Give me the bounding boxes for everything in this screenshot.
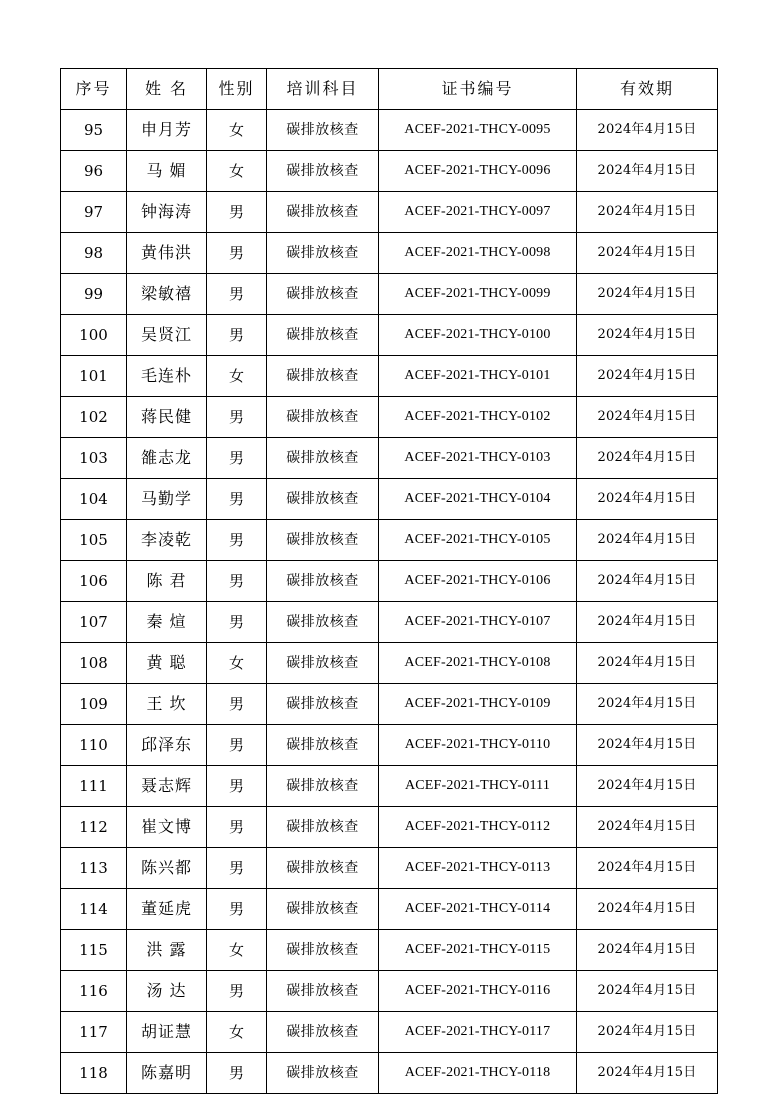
- table-row: [61, 397, 718, 438]
- cell-valid-until: 2024年4月15日: [577, 889, 718, 930]
- cell-certificate-number: ACEF-2021-THCY-0097: [379, 192, 577, 233]
- cell-subject: 碳排放核查: [267, 1012, 379, 1053]
- cell-gender: 男: [207, 807, 267, 848]
- cell-certificate-number: ACEF-2021-THCY-0102: [379, 397, 577, 438]
- cell-gender: 男: [207, 766, 267, 807]
- cell-valid-until: 2024年4月15日: [577, 438, 718, 479]
- table-row: [61, 807, 718, 848]
- cell-gender: 男: [207, 479, 267, 520]
- table-row: [61, 151, 718, 192]
- cell-valid-until: 2024年4月15日: [577, 110, 718, 151]
- cell-certificate-number: ACEF-2021-THCY-0114: [379, 889, 577, 930]
- cell-subject: 碳排放核查: [267, 766, 379, 807]
- cell-index: 112: [61, 807, 127, 848]
- cell-gender: 男: [207, 725, 267, 766]
- cell-index: 116: [61, 971, 127, 1012]
- cell-gender: 女: [207, 643, 267, 684]
- table-row: [61, 520, 718, 561]
- cell-subject: 碳排放核查: [267, 930, 379, 971]
- cell-index: 109: [61, 684, 127, 725]
- cell-subject: 碳排放核查: [267, 848, 379, 889]
- cell-valid-until: 2024年4月15日: [577, 520, 718, 561]
- cell-name: 陈兴都: [127, 848, 207, 889]
- cell-valid-until: 2024年4月15日: [577, 971, 718, 1012]
- cell-subject: 碳排放核查: [267, 889, 379, 930]
- table-header: [61, 69, 718, 110]
- table-row: [61, 684, 718, 725]
- cell-certificate-number: ACEF-2021-THCY-0109: [379, 684, 577, 725]
- cell-name: 黄伟洪: [127, 233, 207, 274]
- certificate-table: [60, 68, 718, 1094]
- cell-index: 114: [61, 889, 127, 930]
- cell-gender: 男: [207, 397, 267, 438]
- cell-subject: 碳排放核查: [267, 110, 379, 151]
- cell-index: 100: [61, 315, 127, 356]
- cell-name: 秦 煊: [127, 602, 207, 643]
- cell-valid-until: 2024年4月15日: [577, 479, 718, 520]
- cell-index: 104: [61, 479, 127, 520]
- cell-certificate-number: ACEF-2021-THCY-0118: [379, 1053, 577, 1094]
- cell-certificate-number: ACEF-2021-THCY-0103: [379, 438, 577, 479]
- cell-subject: 碳排放核查: [267, 520, 379, 561]
- table-header-row: [61, 69, 718, 110]
- cell-valid-until: 2024年4月15日: [577, 930, 718, 971]
- cell-certificate-number: ACEF-2021-THCY-0106: [379, 561, 577, 602]
- table-row: [61, 356, 718, 397]
- cell-name: 李凌乾: [127, 520, 207, 561]
- cell-name: 董延虎: [127, 889, 207, 930]
- cell-index: 108: [61, 643, 127, 684]
- table-row: [61, 848, 718, 889]
- cell-valid-until: 2024年4月15日: [577, 766, 718, 807]
- cell-valid-until: 2024年4月15日: [577, 684, 718, 725]
- cell-name: 陈 君: [127, 561, 207, 602]
- table-row: [61, 561, 718, 602]
- cell-subject: 碳排放核查: [267, 397, 379, 438]
- cell-valid-until: 2024年4月15日: [577, 643, 718, 684]
- cell-certificate-number: ACEF-2021-THCY-0096: [379, 151, 577, 192]
- cell-gender: 男: [207, 1053, 267, 1094]
- cell-certificate-number: ACEF-2021-THCY-0115: [379, 930, 577, 971]
- cell-gender: 男: [207, 192, 267, 233]
- cell-valid-until: 2024年4月15日: [577, 848, 718, 889]
- cell-certificate-number: ACEF-2021-THCY-0117: [379, 1012, 577, 1053]
- cell-name: 马勤学: [127, 479, 207, 520]
- table-row: [61, 438, 718, 479]
- cell-index: 96: [61, 151, 127, 192]
- cell-name: 聂志辉: [127, 766, 207, 807]
- cell-certificate-number: ACEF-2021-THCY-0100: [379, 315, 577, 356]
- table-row: [61, 233, 718, 274]
- cell-subject: 碳排放核查: [267, 1053, 379, 1094]
- cell-name: 毛连朴: [127, 356, 207, 397]
- cell-index: 111: [61, 766, 127, 807]
- cell-valid-until: 2024年4月15日: [577, 233, 718, 274]
- cell-name: 蒋民健: [127, 397, 207, 438]
- cell-index: 115: [61, 930, 127, 971]
- table-row: [61, 889, 718, 930]
- cell-certificate-number: ACEF-2021-THCY-0095: [379, 110, 577, 151]
- cell-index: 103: [61, 438, 127, 479]
- table-body: [61, 110, 718, 1094]
- cell-valid-until: 2024年4月15日: [577, 356, 718, 397]
- cell-index: 102: [61, 397, 127, 438]
- cell-name: 崔文博: [127, 807, 207, 848]
- cell-subject: 碳排放核查: [267, 725, 379, 766]
- cell-subject: 碳排放核查: [267, 274, 379, 315]
- cell-valid-until: 2024年4月15日: [577, 1053, 718, 1094]
- cell-name: 申月芳: [127, 110, 207, 151]
- cell-index: 95: [61, 110, 127, 151]
- cell-name: 黄 聪: [127, 643, 207, 684]
- cell-name: 王 坎: [127, 684, 207, 725]
- cell-subject: 碳排放核查: [267, 315, 379, 356]
- cell-subject: 碳排放核查: [267, 684, 379, 725]
- column-header-gender: 性别: [207, 69, 267, 110]
- cell-gender: 女: [207, 1012, 267, 1053]
- cell-gender: 男: [207, 889, 267, 930]
- cell-subject: 碳排放核查: [267, 151, 379, 192]
- cell-index: 98: [61, 233, 127, 274]
- table-row: [61, 192, 718, 233]
- cell-index: 113: [61, 848, 127, 889]
- cell-subject: 碳排放核查: [267, 561, 379, 602]
- cell-name: 胡证慧: [127, 1012, 207, 1053]
- cell-gender: 女: [207, 356, 267, 397]
- cell-gender: 男: [207, 520, 267, 561]
- cell-subject: 碳排放核查: [267, 971, 379, 1012]
- cell-index: 118: [61, 1053, 127, 1094]
- column-header-valid: 有效期: [577, 69, 718, 110]
- cell-gender: 男: [207, 233, 267, 274]
- cell-certificate-number: ACEF-2021-THCY-0107: [379, 602, 577, 643]
- cell-subject: 碳排放核查: [267, 602, 379, 643]
- cell-valid-until: 2024年4月15日: [577, 315, 718, 356]
- table-row: [61, 766, 718, 807]
- cell-certificate-number: ACEF-2021-THCY-0113: [379, 848, 577, 889]
- cell-name: 钟海涛: [127, 192, 207, 233]
- column-header-name: 姓 名: [127, 69, 207, 110]
- cell-gender: 女: [207, 930, 267, 971]
- column-header-index: 序号: [61, 69, 127, 110]
- cell-index: 106: [61, 561, 127, 602]
- table-row: [61, 930, 718, 971]
- cell-valid-until: 2024年4月15日: [577, 397, 718, 438]
- table-row: [61, 110, 718, 151]
- cell-name: 马 媚: [127, 151, 207, 192]
- cell-gender: 男: [207, 971, 267, 1012]
- column-header-certno: 证书编号: [379, 69, 577, 110]
- cell-subject: 碳排放核查: [267, 356, 379, 397]
- cell-subject: 碳排放核查: [267, 479, 379, 520]
- table-row: [61, 479, 718, 520]
- cell-name: 雒志龙: [127, 438, 207, 479]
- cell-gender: 女: [207, 151, 267, 192]
- cell-gender: 女: [207, 110, 267, 151]
- cell-index: 99: [61, 274, 127, 315]
- table-row: [61, 971, 718, 1012]
- cell-certificate-number: ACEF-2021-THCY-0104: [379, 479, 577, 520]
- cell-name: 洪 露: [127, 930, 207, 971]
- cell-valid-until: 2024年4月15日: [577, 1012, 718, 1053]
- cell-name: 汤 达: [127, 971, 207, 1012]
- cell-index: 107: [61, 602, 127, 643]
- cell-index: 117: [61, 1012, 127, 1053]
- cell-subject: 碳排放核查: [267, 438, 379, 479]
- cell-subject: 碳排放核查: [267, 233, 379, 274]
- table-row: [61, 602, 718, 643]
- cell-valid-until: 2024年4月15日: [577, 192, 718, 233]
- cell-valid-until: 2024年4月15日: [577, 602, 718, 643]
- cell-subject: 碳排放核查: [267, 807, 379, 848]
- cell-subject: 碳排放核查: [267, 192, 379, 233]
- cell-name: 陈嘉明: [127, 1053, 207, 1094]
- cell-certificate-number: ACEF-2021-THCY-0105: [379, 520, 577, 561]
- cell-valid-until: 2024年4月15日: [577, 561, 718, 602]
- cell-index: 105: [61, 520, 127, 561]
- cell-gender: 男: [207, 438, 267, 479]
- cell-certificate-number: ACEF-2021-THCY-0110: [379, 725, 577, 766]
- cell-index: 110: [61, 725, 127, 766]
- cell-gender: 男: [207, 315, 267, 356]
- table-row: [61, 1012, 718, 1053]
- table-row: [61, 315, 718, 356]
- cell-subject: 碳排放核查: [267, 643, 379, 684]
- cell-gender: 男: [207, 602, 267, 643]
- cell-valid-until: 2024年4月15日: [577, 807, 718, 848]
- cell-certificate-number: ACEF-2021-THCY-0116: [379, 971, 577, 1012]
- cell-index: 101: [61, 356, 127, 397]
- table-row: [61, 1053, 718, 1094]
- cell-gender: 男: [207, 684, 267, 725]
- column-header-subject: 培训科目: [267, 69, 379, 110]
- cell-name: 梁敏禧: [127, 274, 207, 315]
- cell-certificate-number: ACEF-2021-THCY-0099: [379, 274, 577, 315]
- table-row: [61, 725, 718, 766]
- cell-gender: 男: [207, 848, 267, 889]
- cell-index: 97: [61, 192, 127, 233]
- cell-valid-until: 2024年4月15日: [577, 725, 718, 766]
- cell-name: 邱泽东: [127, 725, 207, 766]
- cell-certificate-number: ACEF-2021-THCY-0101: [379, 356, 577, 397]
- cell-certificate-number: ACEF-2021-THCY-0098: [379, 233, 577, 274]
- cell-valid-until: 2024年4月15日: [577, 274, 718, 315]
- cell-certificate-number: ACEF-2021-THCY-0108: [379, 643, 577, 684]
- table-row: [61, 643, 718, 684]
- cell-gender: 男: [207, 274, 267, 315]
- table-row: [61, 274, 718, 315]
- cell-gender: 男: [207, 561, 267, 602]
- cell-valid-until: 2024年4月15日: [577, 151, 718, 192]
- cell-certificate-number: ACEF-2021-THCY-0111: [379, 766, 577, 807]
- cell-name: 吴贤江: [127, 315, 207, 356]
- cell-certificate-number: ACEF-2021-THCY-0112: [379, 807, 577, 848]
